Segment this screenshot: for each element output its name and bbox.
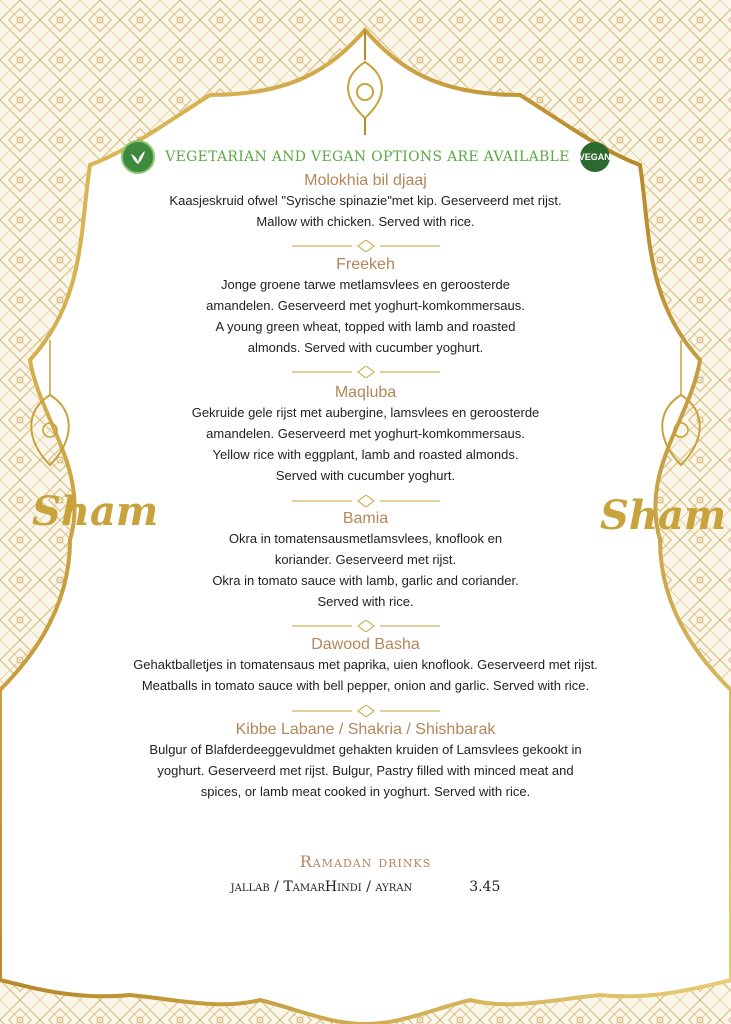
sham-logo-right: Sham [600, 492, 727, 539]
plant-leaf-icon [121, 140, 155, 174]
dish-description-line: almonds. Served with cucumber yoghurt. [247, 340, 484, 355]
ornament-divider [292, 240, 440, 252]
dish-description-line: Yellow rice with eggplant, lamb and roasted almonds. [212, 447, 519, 462]
dish-description-line: Served with cucumber yoghurt. [275, 468, 456, 483]
dish-title: Maqluba [334, 384, 397, 401]
dish-description-line: Gekruide gele rijst met aubergine, lamsvlees en geroosterde [191, 405, 540, 420]
sham-logo-left: Sham [32, 488, 159, 535]
drinks-item: jallab / TamarHindi / ayran [230, 879, 413, 895]
dish-kibbe-labane [0, 721, 731, 802]
dish-title: Freekeh [336, 256, 395, 273]
dish-description-line: Jonge groene tarwe metlamsvlees en geroosterde [220, 277, 511, 292]
ornament-divider [292, 705, 440, 717]
dish-description-line: Gehaktballetjes in tomatensaus met paprika, uien knoflook. Geserveerd met rijst. [133, 657, 598, 672]
dish-description-line: spices, or lamb meat cooked in yoghurt. Served with rice. [200, 784, 531, 799]
dish-description-line: amandelen. Geserveerd met yoghurt-komkommersaus. [206, 298, 525, 313]
dish-description-line: koriander. Geserveerd met rijst. [274, 552, 457, 567]
dish-description-line: Okra in tomato sauce with lamb, garlic and coriander. [212, 573, 519, 588]
dish-title: Bamia [342, 510, 389, 527]
vegetarian-banner [0, 142, 731, 172]
dish-molokhia [0, 172, 731, 232]
dish-description-line: Served with rice. [317, 594, 414, 609]
dish-maqluba [0, 384, 731, 486]
dish-description-line: Mallow with chicken. Served with rice. [256, 214, 475, 229]
dish-description-line: Okra in tomatensausmetlamsvlees, knoflook en [228, 531, 503, 546]
dish-freekeh [0, 256, 731, 358]
banner-text: VEGETARIAN AND VEGAN OPTIONS ARE AVAILABLE [165, 149, 570, 165]
dish-title: Molokhia bil djaaj [304, 172, 427, 189]
dish-dawood-basha [0, 636, 731, 696]
ornament-divider [292, 620, 440, 632]
dish-title: Dawood Basha [311, 636, 420, 653]
dish-description-line: amandelen. Geserveerd met yoghurt-komkommersaus. [206, 426, 525, 441]
drinks-row [0, 879, 731, 895]
dish-description-line: Kaasjeskruid ofwel "Syrische spinazie"met kip. Geserveerd met rijst. [169, 193, 562, 208]
dish-description-line: Meatballs in tomato sauce with bell pepper, onion and garlic. Served with rice. [141, 678, 590, 693]
dish-description-line: yoghurt. Geserveerd met rijst. Bulgur, Pastry filled with minced meat and [157, 763, 574, 778]
dish-title: Kibbe Labane / Shakria / Shishbarak [235, 721, 496, 738]
vegan-badge: VEGAN [580, 142, 610, 172]
drinks-price: 3.45 [469, 879, 501, 895]
dish-description-line: A young green wheat, topped with lamb and roasted [215, 319, 516, 334]
drinks-title: Ramadan drinks [299, 852, 432, 871]
dish-description-line: Bulgur of Blafderdeeggevuldmet gehakten kruiden of Lamsvlees gekookt in [149, 742, 582, 757]
ornament-divider [292, 366, 440, 378]
drinks-section [0, 852, 731, 895]
ornament-divider [292, 495, 440, 507]
